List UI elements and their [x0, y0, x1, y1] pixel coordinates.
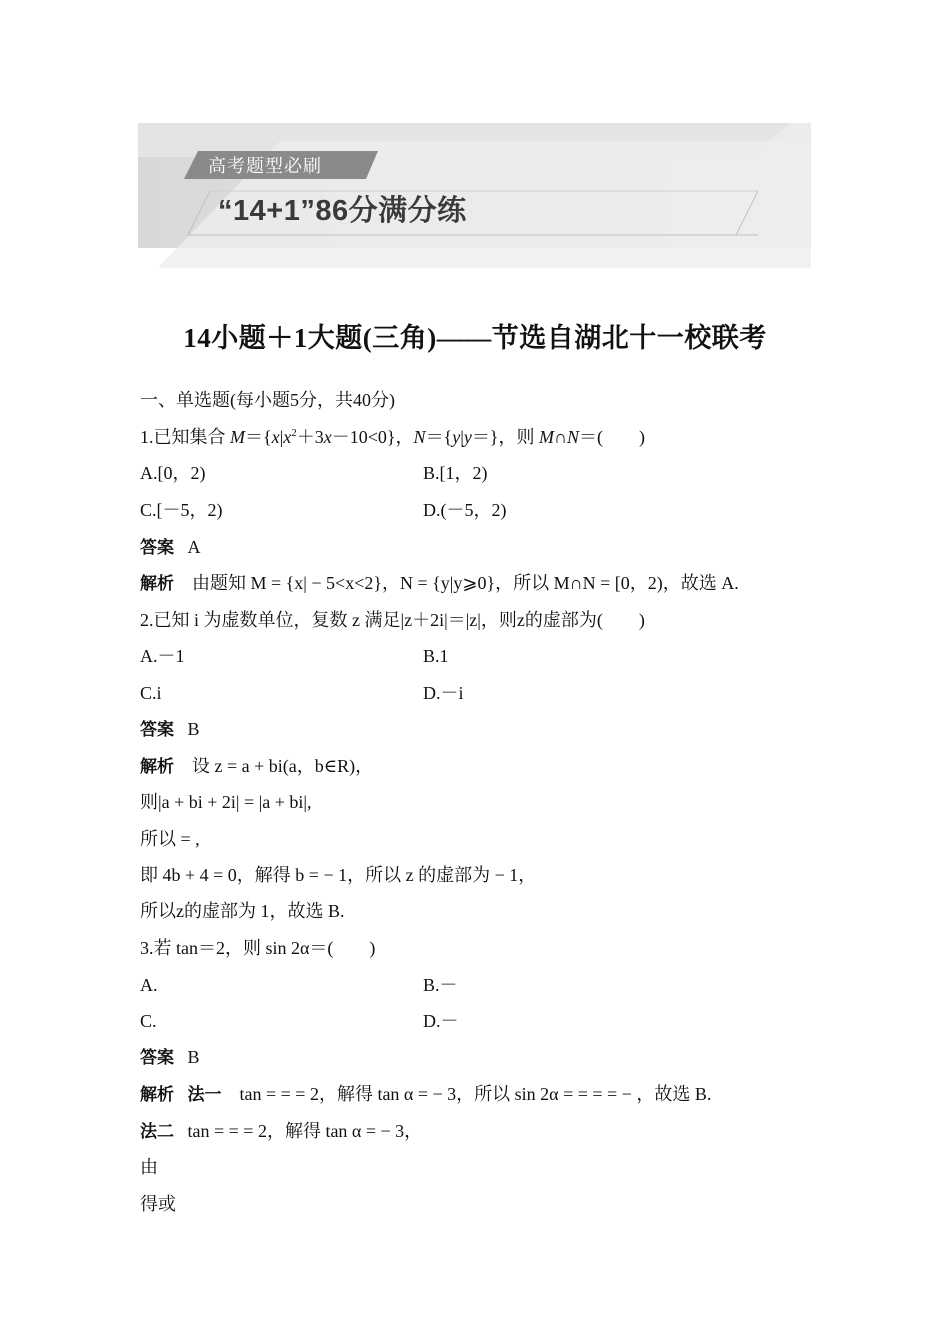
question-2-stem: 2.已知 i 为虚数单位，复数 z 满足|z＋2i|＝|z|，则z的虚部为( ): [140, 610, 645, 630]
q3-option-c: C.: [140, 1011, 157, 1031]
q3-answer: 答案 B: [140, 1047, 200, 1067]
page-title: 14小题＋1大题(三角)——节选自湖北十一校联考: [183, 323, 767, 353]
q2-analysis-3: 所以 = ,: [140, 829, 200, 849]
q1-option-c: C.[－5，2): [140, 500, 223, 520]
banner-tag: 高考题型必刷: [208, 156, 322, 176]
q2-option-d: D.－i: [423, 683, 464, 703]
q2-analysis-4: 即 4b + 4 = 0，解得 b = − 1，所以 z 的虚部为 − 1，: [140, 865, 537, 885]
question-3-stem: 3.若 tan＝2，则 sin 2α＝( ): [140, 938, 376, 958]
q1-analysis: 解析 由题知 M = {x| − 5<x<2}，N = {y|y⩾0}，所以 M∩N = [0，2)，故选 A.: [140, 573, 739, 593]
q2-analysis-2: 则|a + bi + 2i| = |a + bi|,: [140, 792, 312, 812]
q1-option-a: A.[0，2): [140, 463, 206, 483]
banner-subtitle: “14+1”86分满分练: [218, 195, 467, 227]
q3-method-1: 解析 法一 tan = = = 2，解得 tan α = − 3，所以 sin 2α = = = = − ，故选 B.: [140, 1084, 712, 1104]
q2-answer: 答案 B: [140, 719, 200, 739]
q2-analysis-5: 所以z的虚部为 1，故选 B.: [140, 901, 345, 921]
q2-option-a: A.－1: [140, 646, 185, 666]
section-heading: [140, 388, 395, 412]
q1-answer: 答案 A: [140, 537, 201, 557]
q3-line-you: 由: [140, 1157, 158, 1177]
q3-option-a: A.: [140, 975, 158, 995]
question-1-stem: 1.已知集合 $M=\{x|x^2+3x-10<0\}$，N＝{y|y＝}，则 M∩N＝( ): [140, 427, 645, 447]
section-label: 一、单选题(每小题5分，共40分): [140, 390, 395, 410]
q2-analysis-1: 解析 设 z = a + bi(a，b∈R)，: [140, 756, 374, 776]
q3-option-b: B.－: [423, 975, 458, 995]
q3-method-2: 法二 tan = = = 2，解得 tan α = − 3，: [140, 1121, 423, 1141]
q3-line-de: 得或: [140, 1194, 176, 1214]
q1-option-d: D.(－5，2): [423, 500, 507, 520]
q2-option-c: C.i: [140, 683, 162, 703]
q2-option-b: B.1: [423, 646, 449, 666]
q1-option-b: B.[1，2): [423, 463, 488, 483]
q3-option-d: D.－: [423, 1011, 459, 1031]
